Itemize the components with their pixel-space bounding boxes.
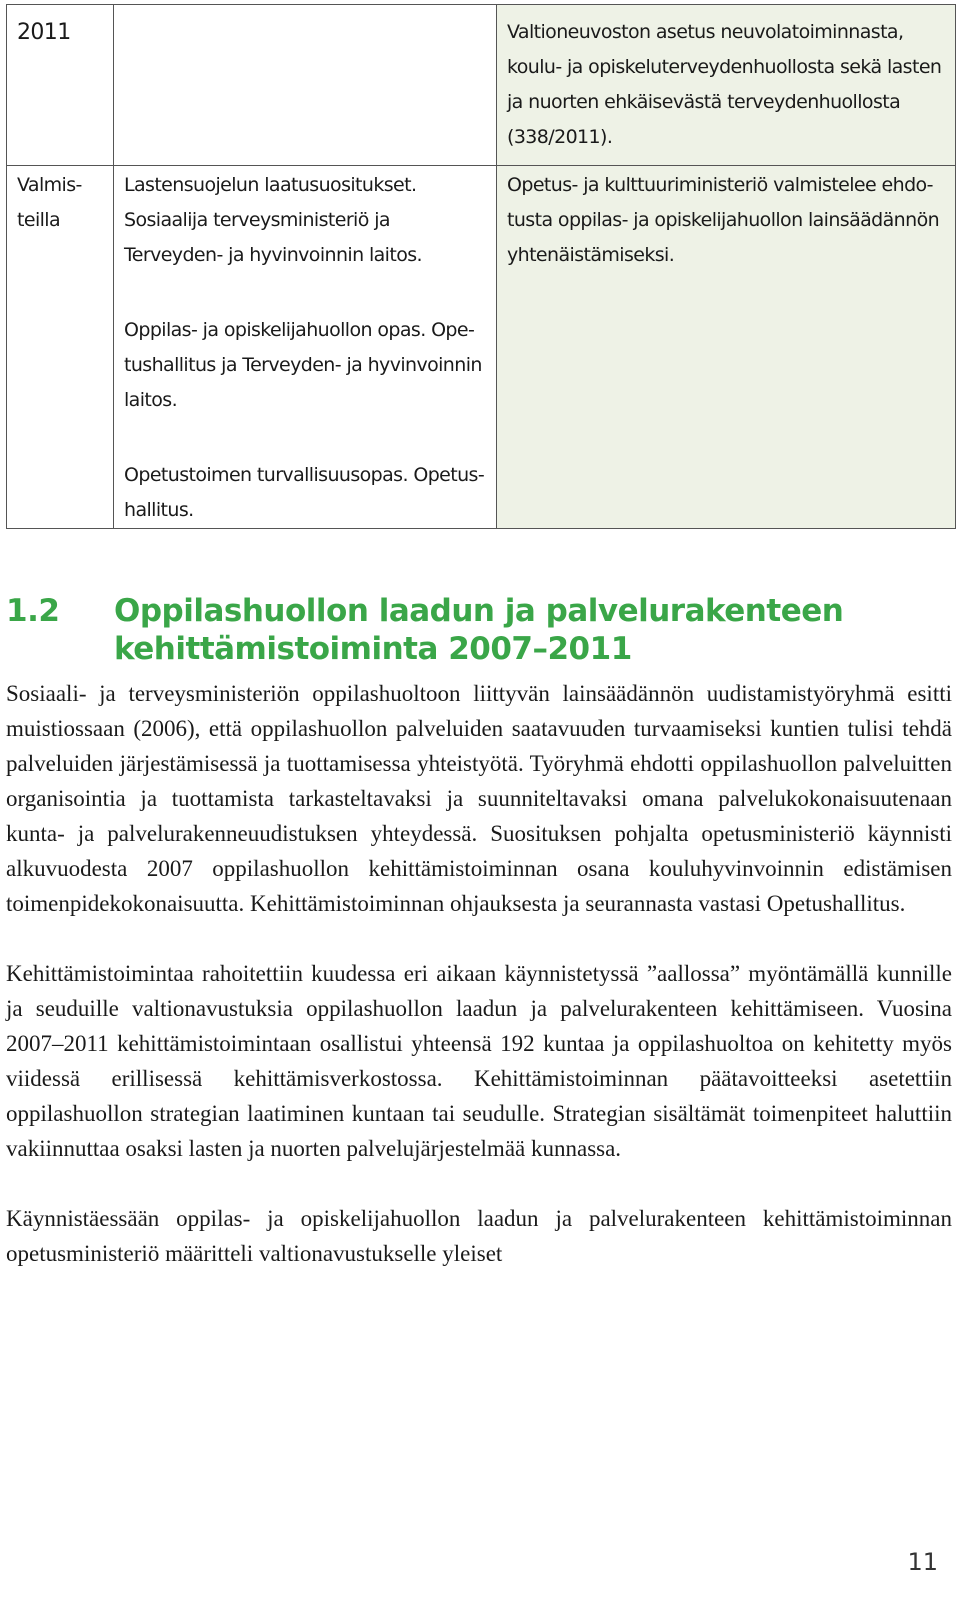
publication-item: Oppilas- ja opiskelijahuollon opas. Opetushallitus ja Terveyden- ja hyvinvoinnin laitos. bbox=[124, 319, 482, 411]
year-label: 2011 bbox=[17, 20, 71, 45]
paragraph: Sosiaali- ja terveysministeriön oppilashuoltoon liittyvän lainsäädännön uudistamistyöryhmä esitti muistiossaan (2006), että oppilashuollon palveluiden saatavuuden turvaamiseksi kuntien tulisi tehdä palveluiden järjestämisessä ja tuottamisessa yhteistyötä. Työryhmä ehdotti oppilashuollon palveluitten organisointia ja tuottamista tarkasteltavaksi ja suunniteltavaksi omana palvelukokonaisuutenaan kunta- ja palvelurakenneuudistuksen yhteydessä. Suosituksen pohjalta opetusministeriö käynnisti alkuvuodesta 2007 oppilashuollon kehittämistoiminnan osana kouluhyvinvoinnin edistämisen toimenpidekokonaisuutta. Kehittämistoiminnan ohjauksesta ja seurannasta vastasi Opetushallitus. bbox=[6, 681, 952, 916]
section-title-line1: Oppilashuollon laadun ja palvelurakenteen bbox=[114, 593, 844, 629]
preparation-cell bbox=[497, 166, 956, 529]
section-heading bbox=[6, 592, 906, 668]
statute-text: Valtioneuvoston asetus neuvolatoiminnasta, koulu- ja opiskeluterveydenhuollosta sekä lasten ja nuorten ehkäisevästä terveydenhuollosta (338/2011). bbox=[507, 21, 942, 148]
publication-item: Lastensuojelun laatusuositukset. Sosiaalija terveysministeriö ja Terveyden- ja hyvinvoinnin laitos. bbox=[124, 174, 422, 266]
table-row bbox=[7, 5, 956, 166]
status-cell bbox=[7, 166, 114, 529]
paragraph: Käynnistäessään oppilas- ja opiskelijahuollon laadun ja palvelurakenteen kehittämistoiminnan opetusministeriö määritteli valtionavustukselle yleiset bbox=[6, 1206, 952, 1266]
body-text bbox=[6, 676, 952, 1271]
empty-cell bbox=[114, 5, 497, 166]
publication-item: Opetustoimen turvallisuusopas. Opetushallitus. bbox=[124, 464, 485, 521]
status-label: Valmisteilla bbox=[17, 174, 83, 231]
paragraph: Kehittämistoimintaa rahoitettiin kuudessa eri aikaan käynnistetyssä ”aallossa” myöntämällä kunnille ja seuduille valtionavustuksia oppilashuollon laadun ja palvelurakenteen kehittämiseen. Vuosina 2007–2011 kehittämistoimintaan osallistui yhteensä 192 kuntaa ja oppilashuoltoa on kehitetty myös viidessä erillisessä kehittämisverkostossa. Kehittämistoiminnan päätavoitteeksi asetettiin oppilashuollon strategian laatiminen kuntaan tai seudulle. Strategian sisältämät toimenpiteet haluttiin vakiinnuttaa osaksi lasten ja nuorten palvelujärjestelmää kunnassa. bbox=[6, 961, 952, 1161]
table-row bbox=[7, 166, 956, 529]
section-number: 1.2 bbox=[6, 593, 60, 629]
year-cell bbox=[7, 5, 114, 166]
legislation-table bbox=[6, 4, 956, 529]
statute-cell bbox=[497, 5, 956, 166]
preparation-text: Opetus- ja kulttuuriministeriö valmistelee ehdotusta oppilas- ja opiskelijahuollon lainsäädännön yhtenäistämiseksi. bbox=[507, 174, 940, 266]
publications-cell bbox=[114, 166, 497, 529]
section-title-line2: kehittämistoiminta 2007–2011 bbox=[114, 631, 632, 667]
page-number: 11 bbox=[907, 1548, 938, 1576]
